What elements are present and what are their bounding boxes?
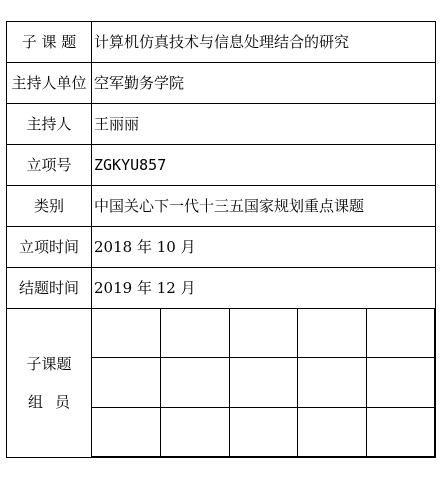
row-host-unit xyxy=(7,63,436,104)
subtopic-label: 子 课 题 xyxy=(7,22,92,63)
host-value: 王丽丽 xyxy=(92,104,436,145)
row-start-date xyxy=(7,227,436,268)
project-info-sheet xyxy=(6,21,436,470)
row-subtopic xyxy=(7,22,436,63)
member-cell[interactable] xyxy=(161,358,230,407)
row-host xyxy=(7,104,436,145)
members-label-line1: 子课题 xyxy=(26,355,72,373)
member-cell[interactable] xyxy=(229,407,298,456)
row-members xyxy=(7,309,436,458)
member-cell[interactable] xyxy=(298,358,367,407)
category-label: 类别 xyxy=(7,186,92,227)
end-date-label: 结题时间 xyxy=(7,268,92,309)
members-grid-row xyxy=(92,407,435,456)
members-grid-row xyxy=(92,309,435,358)
project-number-label: 立项号 xyxy=(7,145,92,186)
subtopic-value: 计算机仿真技术与信息处理结合的研究 xyxy=(92,22,436,63)
end-date-value: 2019 年 12 月 xyxy=(92,268,436,309)
member-cell[interactable] xyxy=(298,309,367,358)
member-cell[interactable] xyxy=(366,358,435,407)
member-cell[interactable] xyxy=(229,309,298,358)
members-grid-row xyxy=(92,358,435,407)
member-cell[interactable] xyxy=(161,407,230,456)
host-unit-label: 主持人单位 xyxy=(7,63,92,104)
row-category xyxy=(7,186,436,227)
project-number-value: ZGKYU857 xyxy=(92,145,436,186)
member-cell[interactable] xyxy=(161,309,230,358)
row-end-date xyxy=(7,268,436,309)
host-label: 主持人 xyxy=(7,104,92,145)
members-label-line2: 组员 xyxy=(27,393,82,411)
members-grid xyxy=(92,309,435,457)
member-cell[interactable] xyxy=(92,407,161,456)
member-cell[interactable] xyxy=(366,309,435,358)
members-grid-cell xyxy=(92,309,436,458)
member-cell[interactable] xyxy=(92,309,161,358)
project-info-table xyxy=(6,21,436,458)
member-cell[interactable] xyxy=(92,358,161,407)
start-date-value: 2018 年 10 月 xyxy=(92,227,436,268)
row-project-number xyxy=(7,145,436,186)
start-date-label: 立项时间 xyxy=(7,227,92,268)
member-cell[interactable] xyxy=(366,407,435,456)
category-value: 中国关心下一代十三五国家规划重点课题 xyxy=(92,186,436,227)
members-label xyxy=(7,309,92,458)
member-cell[interactable] xyxy=(298,407,367,456)
host-unit-value: 空军勤务学院 xyxy=(92,63,436,104)
member-cell[interactable] xyxy=(229,358,298,407)
